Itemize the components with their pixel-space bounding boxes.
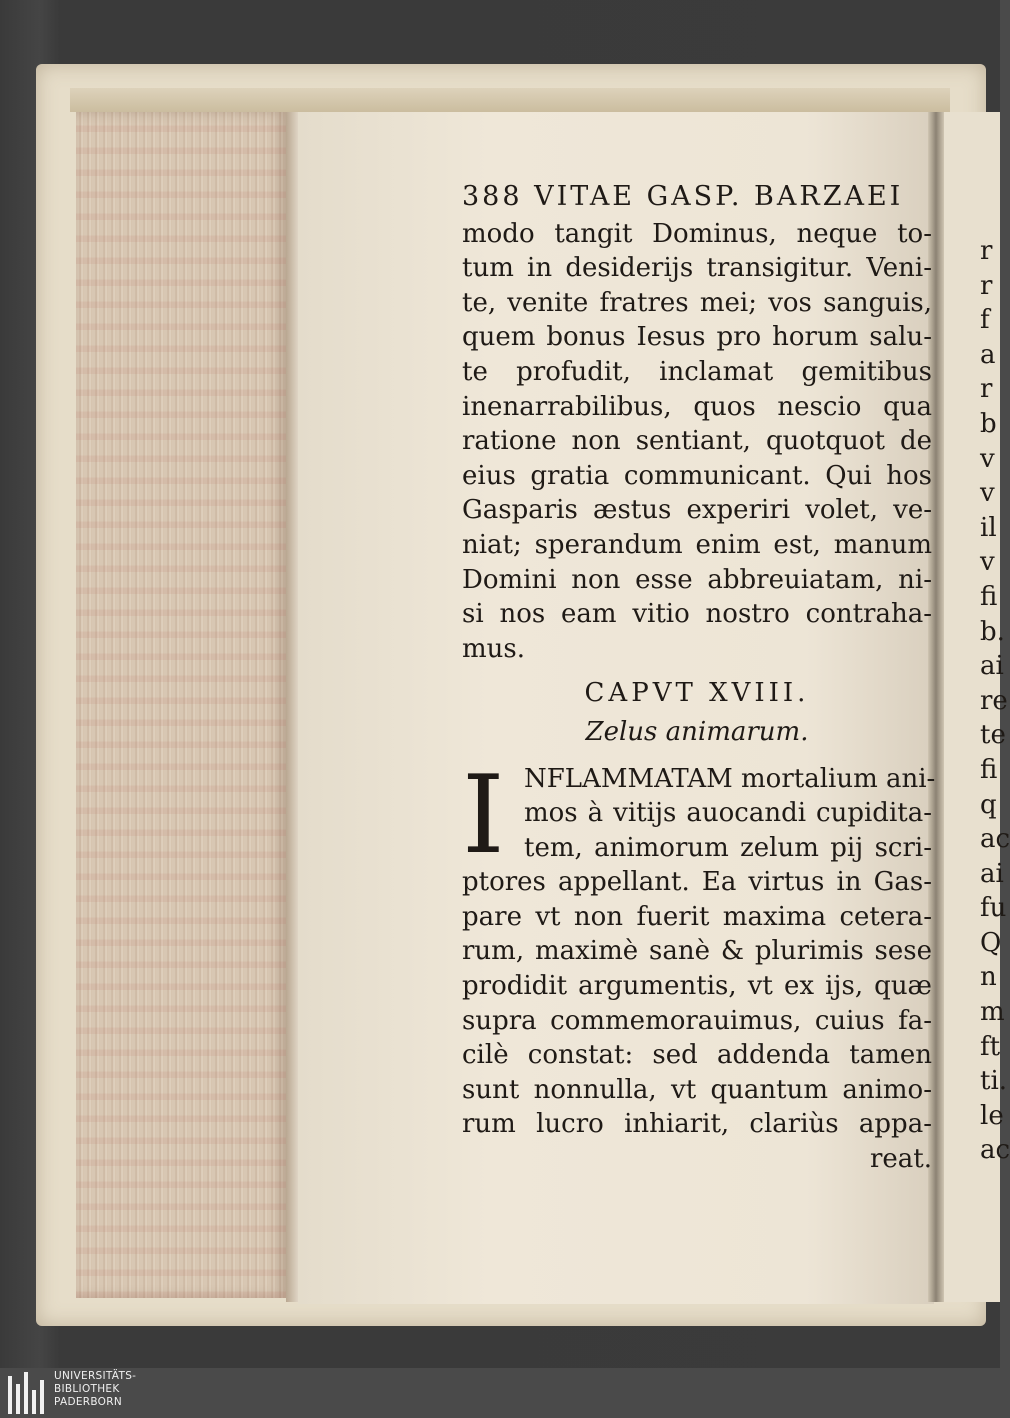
text-line: sunt nonnulla, vt quantum animo- <box>462 1074 932 1105</box>
facing-line: ai <box>980 858 1004 889</box>
paragraph-after <box>462 865 932 1142</box>
text-line: inenarrabilibus, quos nescio qua <box>462 391 932 422</box>
text-line: rum lucro inhiarit, clariùs appa- <box>462 1109 932 1140</box>
facing-line: ac <box>980 824 1010 855</box>
text-line: tem, animorum zelum pij scri- <box>524 832 932 863</box>
chapter-subtitle: Zelus animarum. <box>585 716 809 747</box>
facing-line: r <box>980 236 993 266</box>
text-line: ptores appellant. Ea virtus in Gas- <box>462 867 932 898</box>
facing-line: q <box>980 789 997 820</box>
text-line: mos à vitijs auocandi cupidita- <box>524 798 932 829</box>
paragraph-before <box>462 217 932 632</box>
footer-bar <box>0 1368 1000 1418</box>
book-headband <box>70 88 950 112</box>
text-line: rum, maximè sanè & plurimis sese <box>462 936 932 967</box>
text-line: tum in desiderijs transigitur. Veni- <box>462 253 932 284</box>
text-line: modo tangit Dominus, neque to- <box>462 218 932 249</box>
text-line: mus. <box>462 633 526 664</box>
facing-line: b <box>980 408 997 439</box>
text-line: cilè constat: sed addenda tamen <box>462 1040 932 1071</box>
text-line: prodidit argumentis, vt ex ijs, quæ <box>462 971 932 1002</box>
text-line: niat; sperandum enim est, manum <box>462 529 932 560</box>
facing-line: f <box>980 305 990 336</box>
text-line: ratione non sentiant, quotquot de <box>462 426 932 457</box>
facing-line: te <box>980 720 1006 751</box>
facing-line: v <box>980 443 995 474</box>
facing-page-text <box>980 234 1010 1168</box>
chapter-title: CAPVT XVIII. <box>584 678 810 709</box>
facing-line: ac <box>980 1135 1010 1166</box>
facing-line: n <box>980 962 997 993</box>
facing-line: r <box>980 374 993 405</box>
facing-line: Q <box>980 927 1002 958</box>
facing-line: ti. <box>980 1066 1008 1097</box>
facing-line: ft <box>980 1031 1001 1062</box>
facing-line: m <box>980 997 1005 1028</box>
running-head: 388 VITAE GASP. BARZAEI <box>462 181 904 212</box>
facing-line: fi <box>980 581 998 612</box>
text-line: NFLAMMATAM mortalium ani- <box>524 763 936 794</box>
drop-cap: I <box>462 752 505 878</box>
library-logo-icon <box>8 1372 48 1414</box>
page-text <box>462 180 936 1177</box>
facing-line: b. <box>980 616 1005 647</box>
facing-line: le <box>980 1100 1004 1131</box>
library-name: UNIVERSITÄTS- BIBLIOTHEK PADERBORN <box>54 1370 137 1408</box>
facing-line: v <box>980 547 995 578</box>
text-line: quem bonus Iesus pro horum salu- <box>462 322 932 353</box>
facing-line: r <box>980 270 993 301</box>
text-line: supra commemorauimus, cuius fa- <box>462 1005 932 1036</box>
facing-line: v <box>980 478 995 509</box>
facing-line: re <box>980 685 1008 716</box>
text-line: pare vt non fuerit maxima cetera- <box>462 901 932 932</box>
facing-line: fu <box>980 893 1007 924</box>
page-edges <box>76 112 286 1298</box>
facing-line: il <box>980 512 997 543</box>
drop-cap-lines <box>462 752 936 878</box>
catchword: reat. <box>869 1144 932 1175</box>
text-line: Domini non esse abbreuiatam, ni- <box>462 564 932 595</box>
text-line: eius gratia communicant. Qui hos <box>462 460 932 491</box>
chapter-opening <box>462 752 936 878</box>
text-line: Gasparis æstus experiri volet, ve- <box>462 495 932 526</box>
text-line: te profudit, inclamat gemitibus <box>462 356 932 387</box>
text-line: si nos eam vitio nostro contraha- <box>462 599 932 630</box>
facing-line: ai <box>980 651 1004 682</box>
facing-line: fi <box>980 754 998 785</box>
facing-line: a <box>980 339 996 370</box>
text-line: te, venite fratres mei; vos sanguis, <box>462 287 932 318</box>
